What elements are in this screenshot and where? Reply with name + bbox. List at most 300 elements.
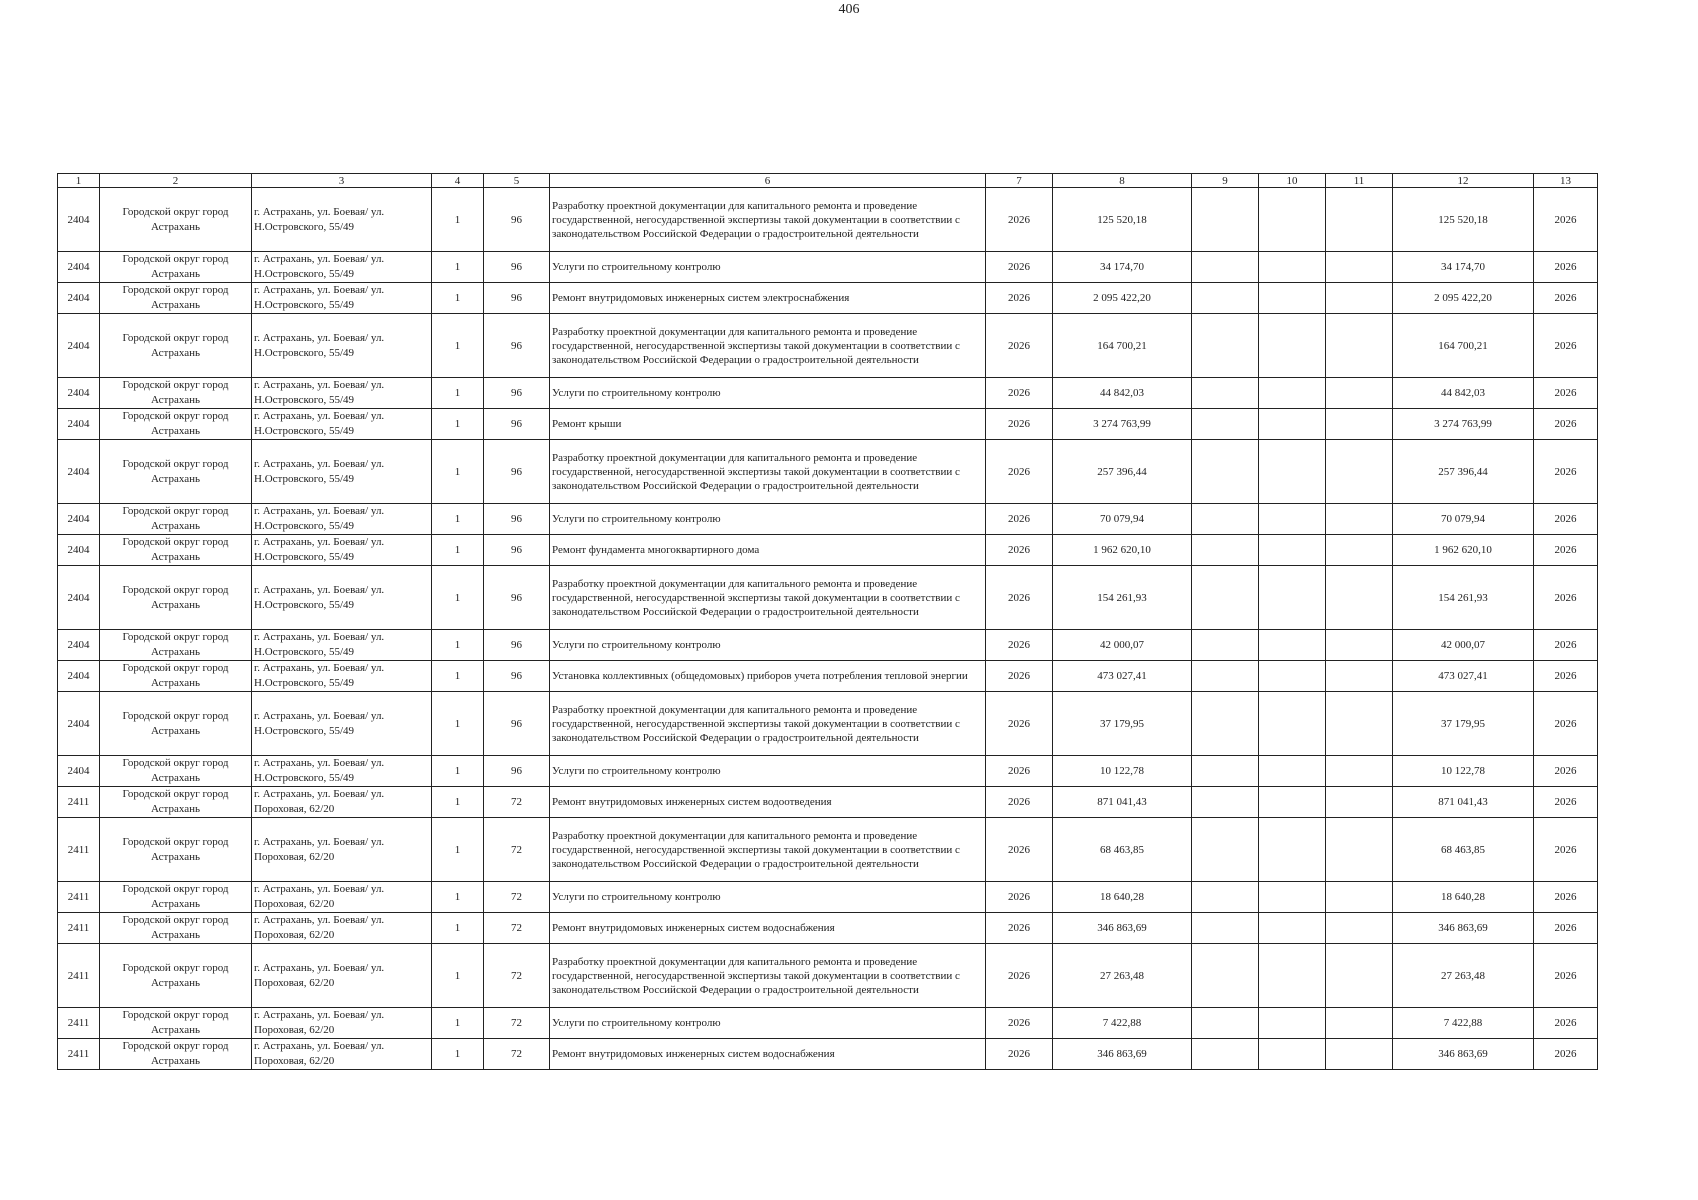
column-11-cell [1326, 188, 1393, 252]
total-cost-cell: 164 700,21 [1053, 314, 1192, 378]
column-5-cell: 96 [484, 378, 550, 409]
work-type-cell: Разработку проектной документации для капитального ремонта и проведение государственной, негосударственной экспертизы такой документации в соответствии с законодательством Российской Федерации о градостроительной деятельности [550, 692, 986, 756]
column-10-cell [1259, 630, 1326, 661]
fund-cost-cell: 473 027,41 [1393, 661, 1534, 692]
work-type-cell: Услуги по строительному контролю [550, 378, 986, 409]
municipality-cell: Городской округ город Астрахань [100, 630, 252, 661]
column-11-cell [1326, 252, 1393, 283]
column-9-cell [1192, 913, 1259, 944]
total-cost-cell: 1 962 620,10 [1053, 535, 1192, 566]
municipality-cell: Городской округ город Астрахань [100, 1039, 252, 1070]
column-10-cell [1259, 566, 1326, 630]
municipality-cell: Городской округ город Астрахань [100, 252, 252, 283]
completion-year-cell: 2026 [1534, 692, 1598, 756]
column-4-cell: 1 [432, 913, 484, 944]
completion-year-cell: 2026 [1534, 1008, 1598, 1039]
address-cell: г. Астрахань, ул. Боевая/ ул. Н.Островского, 55/49 [252, 188, 432, 252]
year-cell: 2026 [986, 661, 1053, 692]
total-cost-cell: 18 640,28 [1053, 882, 1192, 913]
work-type-cell: Услуги по строительному контролю [550, 630, 986, 661]
fund-cost-cell: 7 422,88 [1393, 1008, 1534, 1039]
table-row [58, 913, 1598, 944]
address-cell: г. Астрахань, ул. Боевая/ ул. Пороховая, 62/20 [252, 913, 432, 944]
column-5-cell: 72 [484, 882, 550, 913]
total-cost-cell: 346 863,69 [1053, 913, 1192, 944]
address-cell: г. Астрахань, ул. Боевая/ ул. Н.Островского, 55/49 [252, 756, 432, 787]
completion-year-cell: 2026 [1534, 252, 1598, 283]
column-11-cell [1326, 409, 1393, 440]
column-10-cell [1259, 314, 1326, 378]
column-9-cell [1192, 188, 1259, 252]
column-10-cell [1259, 944, 1326, 1008]
column-11-cell [1326, 440, 1393, 504]
column-5-cell: 96 [484, 504, 550, 535]
completion-year-cell: 2026 [1534, 630, 1598, 661]
header-row [58, 174, 1598, 188]
fund-cost-cell: 346 863,69 [1393, 913, 1534, 944]
column-5-cell: 96 [484, 188, 550, 252]
column-11-cell [1326, 882, 1393, 913]
total-cost-cell: 3 274 763,99 [1053, 409, 1192, 440]
table-row [58, 882, 1598, 913]
work-type-cell: Установка коллективных (общедомовых) приборов учета потребления тепловой энергии [550, 661, 986, 692]
column-4-cell: 1 [432, 188, 484, 252]
column-11-cell [1326, 787, 1393, 818]
record-id-cell: 2404 [58, 566, 100, 630]
year-cell: 2026 [986, 692, 1053, 756]
completion-year-cell: 2026 [1534, 882, 1598, 913]
table-row [58, 188, 1598, 252]
work-type-cell: Ремонт внутридомовых инженерных систем водоснабжения [550, 913, 986, 944]
column-10-cell [1259, 188, 1326, 252]
fund-cost-cell: 125 520,18 [1393, 188, 1534, 252]
column-9-cell [1192, 378, 1259, 409]
year-cell: 2026 [986, 252, 1053, 283]
column-5-cell: 96 [484, 692, 550, 756]
year-cell: 2026 [986, 1008, 1053, 1039]
fund-cost-cell: 42 000,07 [1393, 630, 1534, 661]
table-row [58, 756, 1598, 787]
table-row [58, 692, 1598, 756]
year-cell: 2026 [986, 188, 1053, 252]
record-id-cell: 2411 [58, 882, 100, 913]
completion-year-cell: 2026 [1534, 378, 1598, 409]
municipality-cell: Городской округ город Астрахань [100, 188, 252, 252]
year-cell: 2026 [986, 566, 1053, 630]
work-type-cell: Услуги по строительному контролю [550, 504, 986, 535]
column-10-cell [1259, 756, 1326, 787]
total-cost-cell: 473 027,41 [1053, 661, 1192, 692]
fund-cost-cell: 164 700,21 [1393, 314, 1534, 378]
column-header: 13 [1534, 174, 1598, 188]
column-9-cell [1192, 283, 1259, 314]
column-9-cell [1192, 504, 1259, 535]
column-9-cell [1192, 787, 1259, 818]
column-4-cell: 1 [432, 1039, 484, 1070]
column-9-cell [1192, 566, 1259, 630]
year-cell: 2026 [986, 314, 1053, 378]
total-cost-cell: 37 179,95 [1053, 692, 1192, 756]
table-body [58, 188, 1598, 1070]
record-id-cell: 2411 [58, 944, 100, 1008]
completion-year-cell: 2026 [1534, 504, 1598, 535]
work-type-cell: Услуги по строительному контролю [550, 756, 986, 787]
total-cost-cell: 154 261,93 [1053, 566, 1192, 630]
completion-year-cell: 2026 [1534, 944, 1598, 1008]
work-type-cell: Услуги по строительному контролю [550, 882, 986, 913]
column-11-cell [1326, 535, 1393, 566]
fund-cost-cell: 2 095 422,20 [1393, 283, 1534, 314]
registry-table [57, 173, 1598, 1070]
column-9-cell [1192, 882, 1259, 913]
fund-cost-cell: 1 962 620,10 [1393, 535, 1534, 566]
municipality-cell: Городской округ город Астрахань [100, 378, 252, 409]
completion-year-cell: 2026 [1534, 409, 1598, 440]
record-id-cell: 2411 [58, 913, 100, 944]
column-5-cell: 96 [484, 566, 550, 630]
total-cost-cell: 42 000,07 [1053, 630, 1192, 661]
column-10-cell [1259, 1008, 1326, 1039]
total-cost-cell: 2 095 422,20 [1053, 283, 1192, 314]
municipality-cell: Городской округ город Астрахань [100, 440, 252, 504]
year-cell: 2026 [986, 787, 1053, 818]
column-5-cell: 96 [484, 409, 550, 440]
table-row [58, 818, 1598, 882]
work-type-cell: Ремонт внутридомовых инженерных систем водоотведения [550, 787, 986, 818]
municipality-cell: Городской округ город Астрахань [100, 818, 252, 882]
column-5-cell: 96 [484, 661, 550, 692]
column-9-cell [1192, 252, 1259, 283]
work-type-cell: Разработку проектной документации для капитального ремонта и проведение государственной, негосударственной экспертизы такой документации в соответствии с законодательством Российской Федерации о градостроительной деятельности [550, 566, 986, 630]
completion-year-cell: 2026 [1534, 440, 1598, 504]
table-row [58, 535, 1598, 566]
column-11-cell [1326, 1008, 1393, 1039]
column-9-cell [1192, 630, 1259, 661]
address-cell: г. Астрахань, ул. Боевая/ ул. Пороховая, 62/20 [252, 1008, 432, 1039]
column-9-cell [1192, 661, 1259, 692]
column-10-cell [1259, 440, 1326, 504]
column-10-cell [1259, 913, 1326, 944]
column-4-cell: 1 [432, 314, 484, 378]
address-cell: г. Астрахань, ул. Боевая/ ул. Н.Островского, 55/49 [252, 409, 432, 440]
total-cost-cell: 346 863,69 [1053, 1039, 1192, 1070]
completion-year-cell: 2026 [1534, 1039, 1598, 1070]
table-row [58, 440, 1598, 504]
column-header: 3 [252, 174, 432, 188]
column-9-cell [1192, 409, 1259, 440]
table-row [58, 630, 1598, 661]
total-cost-cell: 125 520,18 [1053, 188, 1192, 252]
column-4-cell: 1 [432, 692, 484, 756]
completion-year-cell: 2026 [1534, 535, 1598, 566]
address-cell: г. Астрахань, ул. Боевая/ ул. Н.Островского, 55/49 [252, 630, 432, 661]
column-5-cell: 96 [484, 630, 550, 661]
municipality-cell: Городской округ город Астрахань [100, 504, 252, 535]
column-10-cell [1259, 661, 1326, 692]
fund-cost-cell: 346 863,69 [1393, 1039, 1534, 1070]
column-header: 9 [1192, 174, 1259, 188]
column-11-cell [1326, 944, 1393, 1008]
year-cell: 2026 [986, 913, 1053, 944]
work-type-cell: Разработку проектной документации для капитального ремонта и проведение государственной, негосударственной экспертизы такой документации в соответствии с законодательством Российской Федерации о градостроительной деятельности [550, 188, 986, 252]
year-cell: 2026 [986, 378, 1053, 409]
record-id-cell: 2404 [58, 630, 100, 661]
column-header: 5 [484, 174, 550, 188]
column-10-cell [1259, 504, 1326, 535]
column-11-cell [1326, 913, 1393, 944]
record-id-cell: 2404 [58, 504, 100, 535]
column-5-cell: 72 [484, 787, 550, 818]
total-cost-cell: 70 079,94 [1053, 504, 1192, 535]
column-5-cell: 72 [484, 944, 550, 1008]
work-type-cell: Услуги по строительному контролю [550, 1008, 986, 1039]
column-11-cell [1326, 818, 1393, 882]
record-id-cell: 2411 [58, 787, 100, 818]
address-cell: г. Астрахань, ул. Боевая/ ул. Н.Островского, 55/49 [252, 566, 432, 630]
fund-cost-cell: 18 640,28 [1393, 882, 1534, 913]
column-10-cell [1259, 692, 1326, 756]
record-id-cell: 2404 [58, 409, 100, 440]
column-5-cell: 96 [484, 314, 550, 378]
record-id-cell: 2404 [58, 314, 100, 378]
fund-cost-cell: 871 041,43 [1393, 787, 1534, 818]
column-10-cell [1259, 1039, 1326, 1070]
year-cell: 2026 [986, 630, 1053, 661]
column-4-cell: 1 [432, 661, 484, 692]
total-cost-cell: 10 122,78 [1053, 756, 1192, 787]
column-10-cell [1259, 818, 1326, 882]
fund-cost-cell: 27 263,48 [1393, 944, 1534, 1008]
completion-year-cell: 2026 [1534, 818, 1598, 882]
table-row [58, 1008, 1598, 1039]
table-row [58, 314, 1598, 378]
column-header: 4 [432, 174, 484, 188]
record-id-cell: 2411 [58, 818, 100, 882]
total-cost-cell: 257 396,44 [1053, 440, 1192, 504]
address-cell: г. Астрахань, ул. Боевая/ ул. Н.Островского, 55/49 [252, 283, 432, 314]
column-5-cell: 96 [484, 756, 550, 787]
record-id-cell: 2411 [58, 1008, 100, 1039]
column-10-cell [1259, 882, 1326, 913]
column-header: 7 [986, 174, 1053, 188]
column-10-cell [1259, 535, 1326, 566]
completion-year-cell: 2026 [1534, 283, 1598, 314]
table-row [58, 566, 1598, 630]
column-4-cell: 1 [432, 630, 484, 661]
column-5-cell: 96 [484, 440, 550, 504]
column-10-cell [1259, 378, 1326, 409]
column-header: 6 [550, 174, 986, 188]
column-9-cell [1192, 1008, 1259, 1039]
column-9-cell [1192, 692, 1259, 756]
column-4-cell: 1 [432, 818, 484, 882]
column-header: 1 [58, 174, 100, 188]
column-5-cell: 72 [484, 1039, 550, 1070]
column-11-cell [1326, 283, 1393, 314]
record-id-cell: 2404 [58, 756, 100, 787]
column-10-cell [1259, 787, 1326, 818]
column-4-cell: 1 [432, 535, 484, 566]
completion-year-cell: 2026 [1534, 188, 1598, 252]
municipality-cell: Городской округ город Астрахань [100, 661, 252, 692]
year-cell: 2026 [986, 756, 1053, 787]
fund-cost-cell: 154 261,93 [1393, 566, 1534, 630]
column-11-cell [1326, 566, 1393, 630]
address-cell: г. Астрахань, ул. Боевая/ ул. Н.Островского, 55/49 [252, 440, 432, 504]
address-cell: г. Астрахань, ул. Боевая/ ул. Пороховая, 62/20 [252, 787, 432, 818]
total-cost-cell: 68 463,85 [1053, 818, 1192, 882]
column-4-cell: 1 [432, 440, 484, 504]
year-cell: 2026 [986, 944, 1053, 1008]
fund-cost-cell: 257 396,44 [1393, 440, 1534, 504]
table-row [58, 283, 1598, 314]
municipality-cell: Городской округ город Астрахань [100, 913, 252, 944]
address-cell: г. Астрахань, ул. Боевая/ ул. Пороховая, 62/20 [252, 1039, 432, 1070]
total-cost-cell: 34 174,70 [1053, 252, 1192, 283]
work-type-cell: Ремонт фундамента многоквартирного дома [550, 535, 986, 566]
column-header: 12 [1393, 174, 1534, 188]
total-cost-cell: 7 422,88 [1053, 1008, 1192, 1039]
table-row [58, 661, 1598, 692]
work-type-cell: Разработку проектной документации для капитального ремонта и проведение государственной, негосударственной экспертизы такой документации в соответствии с законодательством Российской Федерации о градостроительной деятельности [550, 440, 986, 504]
column-header: 11 [1326, 174, 1393, 188]
completion-year-cell: 2026 [1534, 566, 1598, 630]
column-4-cell: 1 [432, 378, 484, 409]
municipality-cell: Городской округ город Астрахань [100, 756, 252, 787]
address-cell: г. Астрахань, ул. Боевая/ ул. Н.Островского, 55/49 [252, 314, 432, 378]
address-cell: г. Астрахань, ул. Боевая/ ул. Н.Островского, 55/49 [252, 692, 432, 756]
municipality-cell: Городской округ город Астрахань [100, 1008, 252, 1039]
total-cost-cell: 871 041,43 [1053, 787, 1192, 818]
completion-year-cell: 2026 [1534, 661, 1598, 692]
work-type-cell: Разработку проектной документации для капитального ремонта и проведение государственной, негосударственной экспертизы такой документации в соответствии с законодательством Российской Федерации о градостроительной деятельности [550, 944, 986, 1008]
fund-cost-cell: 3 274 763,99 [1393, 409, 1534, 440]
column-11-cell [1326, 1039, 1393, 1070]
total-cost-cell: 44 842,03 [1053, 378, 1192, 409]
work-type-cell: Ремонт внутридомовых инженерных систем электроснабжения [550, 283, 986, 314]
year-cell: 2026 [986, 535, 1053, 566]
column-11-cell [1326, 661, 1393, 692]
column-9-cell [1192, 440, 1259, 504]
completion-year-cell: 2026 [1534, 756, 1598, 787]
column-4-cell: 1 [432, 1008, 484, 1039]
column-4-cell: 1 [432, 252, 484, 283]
record-id-cell: 2404 [58, 440, 100, 504]
work-type-cell: Ремонт крыши [550, 409, 986, 440]
column-4-cell: 1 [432, 787, 484, 818]
municipality-cell: Городской округ город Астрахань [100, 409, 252, 440]
column-11-cell [1326, 314, 1393, 378]
column-9-cell [1192, 1039, 1259, 1070]
address-cell: г. Астрахань, ул. Боевая/ ул. Н.Островского, 55/49 [252, 378, 432, 409]
record-id-cell: 2404 [58, 252, 100, 283]
column-10-cell [1259, 252, 1326, 283]
fund-cost-cell: 10 122,78 [1393, 756, 1534, 787]
table-row [58, 252, 1598, 283]
column-9-cell [1192, 818, 1259, 882]
fund-cost-cell: 44 842,03 [1393, 378, 1534, 409]
work-type-cell: Услуги по строительному контролю [550, 252, 986, 283]
year-cell: 2026 [986, 882, 1053, 913]
completion-year-cell: 2026 [1534, 787, 1598, 818]
column-4-cell: 1 [432, 409, 484, 440]
column-10-cell [1259, 409, 1326, 440]
municipality-cell: Городской округ город Астрахань [100, 944, 252, 1008]
column-4-cell: 1 [432, 882, 484, 913]
year-cell: 2026 [986, 283, 1053, 314]
address-cell: г. Астрахань, ул. Боевая/ ул. Пороховая, 62/20 [252, 882, 432, 913]
column-header: 10 [1259, 174, 1326, 188]
record-id-cell: 2404 [58, 283, 100, 314]
municipality-cell: Городской округ город Астрахань [100, 692, 252, 756]
table-row [58, 409, 1598, 440]
municipality-cell: Городской округ город Астрахань [100, 566, 252, 630]
record-id-cell: 2404 [58, 188, 100, 252]
column-4-cell: 1 [432, 756, 484, 787]
column-4-cell: 1 [432, 283, 484, 314]
column-4-cell: 1 [432, 504, 484, 535]
table-row [58, 1039, 1598, 1070]
column-header: 2 [100, 174, 252, 188]
table-row [58, 378, 1598, 409]
column-9-cell [1192, 535, 1259, 566]
column-5-cell: 72 [484, 818, 550, 882]
address-cell: г. Астрахань, ул. Боевая/ ул. Н.Островского, 55/49 [252, 252, 432, 283]
record-id-cell: 2404 [58, 661, 100, 692]
fund-cost-cell: 70 079,94 [1393, 504, 1534, 535]
year-cell: 2026 [986, 440, 1053, 504]
column-5-cell: 72 [484, 1008, 550, 1039]
column-5-cell: 96 [484, 283, 550, 314]
fund-cost-cell: 68 463,85 [1393, 818, 1534, 882]
year-cell: 2026 [986, 1039, 1053, 1070]
column-11-cell [1326, 504, 1393, 535]
column-4-cell: 1 [432, 566, 484, 630]
municipality-cell: Городской округ город Астрахань [100, 283, 252, 314]
municipality-cell: Городской округ город Астрахань [100, 882, 252, 913]
column-9-cell [1192, 944, 1259, 1008]
table-row [58, 944, 1598, 1008]
column-11-cell [1326, 378, 1393, 409]
work-type-cell: Разработку проектной документации для капитального ремонта и проведение государственной, негосударственной экспертизы такой документации в соответствии с законодательством Российской Федерации о градостроительной деятельности [550, 314, 986, 378]
column-5-cell: 96 [484, 535, 550, 566]
year-cell: 2026 [986, 409, 1053, 440]
column-10-cell [1259, 283, 1326, 314]
address-cell: г. Астрахань, ул. Боевая/ ул. Пороховая, 62/20 [252, 944, 432, 1008]
table-row [58, 787, 1598, 818]
column-header: 8 [1053, 174, 1192, 188]
year-cell: 2026 [986, 818, 1053, 882]
column-5-cell: 96 [484, 252, 550, 283]
column-4-cell: 1 [432, 944, 484, 1008]
record-id-cell: 2404 [58, 378, 100, 409]
work-type-cell: Разработку проектной документации для капитального ремонта и проведение государственной, негосударственной экспертизы такой документации в соответствии с законодательством Российской Федерации о градостроительной деятельности [550, 818, 986, 882]
address-cell: г. Астрахань, ул. Боевая/ ул. Н.Островского, 55/49 [252, 661, 432, 692]
address-cell: г. Астрахань, ул. Боевая/ ул. Н.Островского, 55/49 [252, 535, 432, 566]
table-row [58, 504, 1598, 535]
record-id-cell: 2404 [58, 692, 100, 756]
fund-cost-cell: 34 174,70 [1393, 252, 1534, 283]
column-5-cell: 72 [484, 913, 550, 944]
record-id-cell: 2404 [58, 535, 100, 566]
address-cell: г. Астрахань, ул. Боевая/ ул. Пороховая, 62/20 [252, 818, 432, 882]
year-cell: 2026 [986, 504, 1053, 535]
column-9-cell [1192, 314, 1259, 378]
address-cell: г. Астрахань, ул. Боевая/ ул. Н.Островского, 55/49 [252, 504, 432, 535]
completion-year-cell: 2026 [1534, 913, 1598, 944]
municipality-cell: Городской округ город Астрахань [100, 535, 252, 566]
municipality-cell: Городской округ город Астрахань [100, 314, 252, 378]
